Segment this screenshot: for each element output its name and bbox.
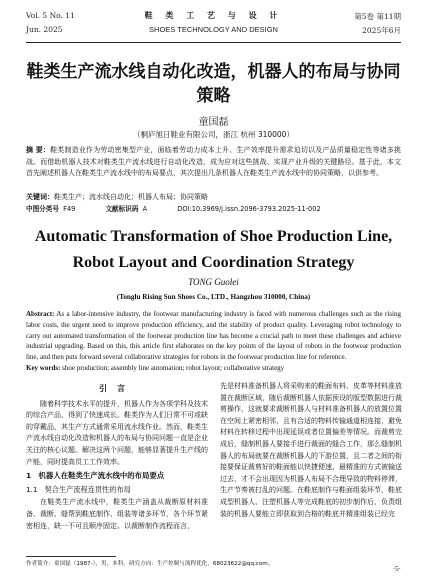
keywords-cn bbox=[26, 192, 401, 203]
section-1-1-paragraph: 在鞋类生产流水线中，鞋类生产涵盖从裁断原材料准备、裁断、缝帮到鞋底制作、组装等诸多环节，各个环节紧密相连，缺一不可且顺序固定。以裁断制作流程而言， bbox=[26, 498, 208, 530]
journal-name-en: SHOES TECHNOLOGY AND DESIGN bbox=[149, 25, 278, 34]
right-column-paragraph: 先是材料准备机器人将采购来的鞋面布料、皮革等材料准放置在裁断区域，随后裁断机器人依据预设的版型数据进行裁剪操作，这就要求裁断机器人与材料准备机器人的放置位置在空间上紧密相邻，且有合适的物料传输通道相连接，避免材料在转移过程中出现延误或者位置偏差等情况。而裁剪完成后，缝制机器人要接手进行裁面的缝合工作，那么缝制机器人的布局就要在裁断机器人的下游位置，且二者之间的衔接要保证裁剪好的鞋面能以快捷便速、最精准的方式被输送过去，才不会出现因为机器人布局不合理导致的物料停滞，生产节奏被打乱的问题。在鞋底制作与鞋面组装环节，鞋底成型机器人、注塑机器人等完成鞋底的初步制作后，负责组装的机器人要能立即获取到合格的鞋底并精准组装已经完 bbox=[220, 382, 402, 518]
author-en: TONG Guolei bbox=[188, 277, 239, 287]
date-en: Jun. 2025 bbox=[26, 25, 63, 34]
author-cn: 童国磊 bbox=[198, 117, 229, 128]
clc-code: F49 bbox=[63, 205, 76, 213]
footnote-rule bbox=[26, 556, 116, 557]
page-number: ·5· bbox=[392, 565, 401, 573]
affiliation-cn: （桐庐旭日鞋业有限公司，浙江 杭州 310000） bbox=[133, 130, 294, 139]
doc-code: A bbox=[142, 205, 148, 213]
body-column-left bbox=[26, 381, 208, 532]
header-rule bbox=[26, 42, 401, 43]
intro-paragraph: 随着科学技术水平的提升，机器人作为各项学科及技术的综合产品，得到了快速成长。鞋类作为人们日常不可或缺的穿戴品，其生产方式通常采用流水线作业。然而，鞋类生产流水线自动化改造和机器人的布局与协同问题一直是企业关注的核心议题。解决这两个问题，能够显著提升生产线的产能，同时提高员工工作效率。 bbox=[26, 399, 208, 466]
volume-cn: 第5卷 第11期 bbox=[354, 12, 401, 21]
keywords-en-label: Key words: bbox=[26, 364, 61, 372]
doc-code-label: 文献标识码 bbox=[105, 205, 139, 213]
abstract-cn-text: 鞋类制造业作为劳动密集型产业，面临着劳动力成本上升、生产效率提升需求迫切以及产品质量稳定性等诸多挑战。而借助机器人技术对鞋类生产流水线进行自动化改造，成为应对这些挑战、实现产业升级的关键路径。基于此，本文首先阐述机器人在鞋类生产流水线中的布局要点，其次提出几条机器人在鞋类生产流水线中的协同策略，以供参考。 bbox=[26, 146, 402, 177]
running-header bbox=[26, 9, 401, 41]
classification-line bbox=[26, 204, 401, 215]
author-footnote: 作者简介：童国磊（1987-），男，本科，研究方向：生产控制与流程优化，68023622@qq.com。 bbox=[26, 561, 274, 567]
keywords-en bbox=[26, 363, 401, 374]
body-column-right bbox=[220, 381, 402, 520]
date-cn: 2025年6月 bbox=[362, 26, 401, 35]
abstract-en-label: Abstract: bbox=[26, 310, 55, 318]
section-1-1-heading: 1.1 契合生产流程连贯性的布局 bbox=[26, 484, 131, 494]
keywords-cn-label: 关键词： bbox=[26, 193, 54, 201]
journal-name-cn: 鞋 类 工 艺 与 设 计 bbox=[144, 10, 283, 20]
title-cn: 鞋类生产流水线自动化改造，机器人的布局与协同策略 bbox=[26, 62, 401, 106]
abstract-cn bbox=[26, 145, 401, 180]
abstract-en-text: As a labor-intensive industry, the footwear manufacturing industry is faced with numerous challenges such as the rising labor costs, the urgent need to improve production efficiency, and the stability of product quality. Leveraging robot technology to carry out automated transformation of the footwear production line has become a crucial path to meet these challenges and achieve industrial upgrading. Based on this, this article first elaborates on the key points of the layout of robots in the footwear production line, and then puts forward several collaborative strategies for robots in the footwear production line for reference. bbox=[26, 310, 401, 362]
clc-label: 中图分类号 bbox=[26, 205, 59, 213]
affiliation-en: (Tonglu Rising Sun Shoes Co., LTD., Hangzhou 310000, China) bbox=[116, 293, 311, 301]
keywords-en-text: shoe production; assembly line automation; robot layout; collaborative strategy bbox=[62, 364, 285, 372]
keywords-cn-text: 鞋类生产；流水线自动化；机器人布局；协同策略 bbox=[54, 193, 208, 201]
section-1-heading: 1 机器人在鞋类生产流水线中的布局要点 bbox=[26, 471, 165, 481]
intro-heading: 引言 bbox=[99, 384, 135, 393]
title-en: Automatic Transformation of Shoe Production Line, Robot Layout and Coordination Strategy bbox=[34, 228, 393, 271]
volume-en: Vol. 5 No. 11 bbox=[26, 11, 75, 20]
abstract-cn-label: 摘 要： bbox=[26, 146, 51, 154]
doi: DOI:10.3969/j.issn.2096-3793.2025-11-002 bbox=[177, 205, 321, 213]
abstract-en bbox=[26, 309, 401, 363]
